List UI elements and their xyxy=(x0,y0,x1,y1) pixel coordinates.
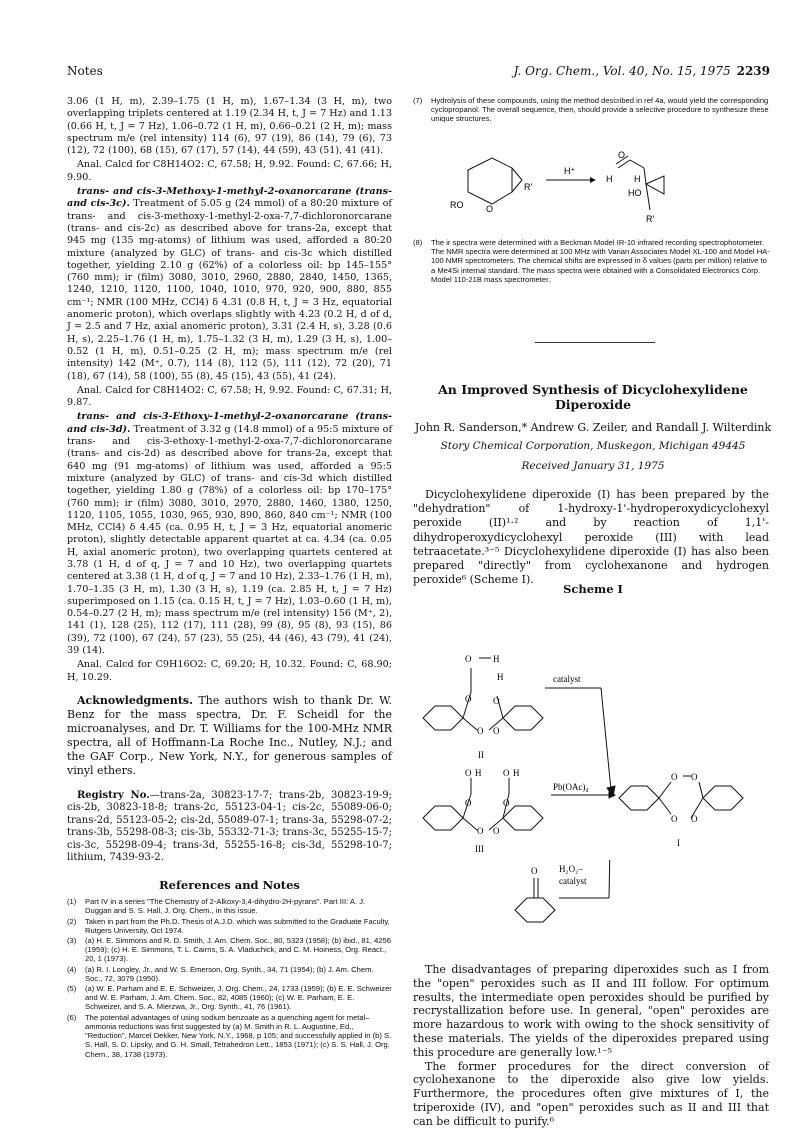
reference-number: (2) xyxy=(67,916,77,926)
acknowledgments xyxy=(67,694,392,778)
reference-number: (1) xyxy=(67,897,77,907)
scheme-o: O xyxy=(503,768,510,778)
label-lead-tetraacetate: Pb(OAc)₄ xyxy=(553,782,589,792)
label-hydrogen-peroxide: H₂O₂– xyxy=(559,864,583,874)
reference-text: Taken in part from the Ph.D. Thesis of A.J.D. which was submitted to the Graduate Faculty, Rutgers University, Oct 1974. xyxy=(85,916,390,935)
footnote-number: (7) xyxy=(413,96,423,105)
compound-3d-heading: trans- and cis-3-Ethoxy-1-methyl-2-oxanorcarane (trans- and cis-3d). xyxy=(67,411,392,435)
paragraph-compound-3c xyxy=(67,186,392,383)
reference-text: Part IV in a series "The Chemistry of 2-Alkoxy-3,4-dihydro-2H-pyrans". Part III: A. J. Duggan and S. S. Hall, J. Org. Chem., in this issue. xyxy=(85,897,366,916)
reference-item xyxy=(67,897,392,915)
article-intro: Dicyclohexylidene diperoxide (I) has been prepared by the "dehydration" of 1-hydroxy-1'-hydroperoxydicyclohexyl peroxide (II)¹·² and by reaction of 1,1'-dihydroperoxydicyclohexyl peroxide (III) with lead tetraacetate.³⁻⁵ Dicyclohexylidene diperoxide (I) has also been prepared "directly" from cyclohexanone and hydrogen peroxide⁶ (Scheme I). xyxy=(413,488,769,587)
scheme-1-cyclohexanone-route xyxy=(413,860,773,960)
reference-item xyxy=(67,917,392,935)
scheme-h: H xyxy=(513,768,520,778)
label-ring-oxygen: O xyxy=(486,204,494,214)
scheme-o: O xyxy=(493,826,500,836)
label-catalyst-2: catalyst xyxy=(559,876,587,886)
compound-3d-body: Treatment of 3.32 g (14.8 mmol) of a 95:5 mixture of trans- and cis-3-ethoxy-1-methyl-2-oxa-7,7-dichloronorcarane (trans- and cis-2d) as described above for trans-2a, except that 640 mg (91 mg-atoms) of lithium was used, afforded a 95:5 mixture (analyzed by GLC) of trans- and cis-3d which distilled together, yielding 1.80 g (78%) of a colorless oil: bp 170–175° (760 mm); ir (film) 3080, 3010, 2970, 2880, 1460, 1380, 1250, 1120, 1105, 1055, 1030, 965, 930, 890, 860, 840 cm⁻¹; NMR (100 MHz, CCl4) δ 4.45 (ca. 0.95 H, t, J = 3 Hz, equatorial anomeric proton), slightly detectable apparent quartet at ca. 4.34 (ca. 0.05 H, axial anomeric proton), two overlapping quartets centered at 3.78 (1 H, d of q, J = 7 and 10 Hz), two overlapping quartets centered at 3.38 (1 H, d of q, J = 7 and 10 Hz), 2.33–1.76 (1 H, m), 1.70–1.35 (3 H, m), 1.30 (3 H, s), 1.19 (ca. 2.85 H, t, J = 7 Hz) superimposed on 1.15 (ca. 0.15 H, t, J = 7 Hz), 1.03–0.60 (1 H, m), 0.54–0.27 (2 H, m); mass spectrum m/e (rel intensity) 156 (M⁺, 2), 141 (1), 128 (25), 112 (17), 111 (28), 99 (8), 95 (8), 93 (15), 86 (39), 72 (100), 67 (24), 57 (23), 55 (25), 44 (46), 43 (79), 41 (24), 39 (14). xyxy=(67,423,392,657)
scheme-h: H xyxy=(493,654,500,664)
page-number: 2239 xyxy=(736,64,770,78)
registry-heading: Registry No. xyxy=(77,789,150,801)
references-title: References and Notes xyxy=(159,877,300,892)
scheme-o: O xyxy=(493,726,500,736)
right-column xyxy=(413,96,773,124)
article-body xyxy=(413,963,769,1129)
journal-citation: J. Org. Chem., Vol. 40, No. 15, 1975 xyxy=(513,64,731,78)
scheme-o: O xyxy=(531,866,538,876)
compound-iii-structure xyxy=(423,778,543,830)
registry-body: —trans-2a, 30823-17-7; trans-2b, 30823-19-9; cis-2b, 30823-18-8; trans-2c, 55123-04-1; cis-2c, 55089-06-0; trans-2d, 55123-05-2; cis-2d, 55089-07-1; trans-3a, 55298-07-2; trans-3b, 55298-08-3; cis-3b, 55332-71-3; trans-3c, 55255-15-7; cis-3c, 55298-09-4; trans-3d, 55255-16-8; cis-3d, 55298-10-7; lithium, 7439-93-2. xyxy=(67,789,392,864)
section-divider xyxy=(535,342,655,343)
acid-arrow xyxy=(546,177,596,183)
paragraph-analysis-3: Anal. Calcd for C9H16O2: C, 69.20; H, 10.32. Found: C, 68.90; H, 10.29. xyxy=(67,659,392,683)
acknowledgments-heading: Acknowledgments. xyxy=(77,693,193,707)
scheme-o: O xyxy=(493,696,500,706)
reference-number: (3) xyxy=(67,936,77,946)
registry-numbers xyxy=(67,790,392,865)
label-h-plus: H⁺ xyxy=(564,166,576,176)
acknowledgments-body: The authors wish to thank Dr. W. Benz for the mass spectra, Dr. F. Scheidl for the microanalyses, and Dr. T. Williams for the 100-MHz NMR spectra, all of Hoffmann-La Roche Inc., Nutley, N.J.; and the GAF Corp., New York, N.Y., for generous samples of vinyl ethers. xyxy=(67,693,392,777)
reference-item xyxy=(67,984,392,1012)
reference-text: (a) R. I. Longley, Jr., and W. S. Emerson, Org. Synth., 34, 71 (1954); (b) J. Am. Chem. Soc., 72, 3079 (1950). xyxy=(85,964,374,983)
reference-number: (4) xyxy=(67,964,77,974)
scheme-o: O xyxy=(691,814,698,824)
scheme-o: O xyxy=(671,814,678,824)
reference-item xyxy=(67,936,392,964)
hydrolysis-structure-figure xyxy=(450,150,710,230)
scheme-o: O xyxy=(465,768,472,778)
compound-ii-structure xyxy=(423,658,543,730)
paragraph-disadvantages: The disadvantages of preparing diperoxides such as I from the "open" peroxides such as II and III follow. For optimum results, the intermediate open peroxides should be purified by recrystallization before use. In general, "open" peroxides are more hazardous to work with owing to the shock sensitivity of these materials. The yields of the diperoxides prepared using this procedure are generally low.¹⁻⁵ xyxy=(413,963,769,1059)
paragraph-analysis-1: Anal. Calcd for C8H14O2: C, 67.58; H, 9.92. Found: C, 67.66; H, 9.90. xyxy=(67,159,392,183)
reference-number: (6) xyxy=(67,1012,77,1022)
label-aldehyde-o: O xyxy=(618,150,626,160)
label-catalyst: catalyst xyxy=(553,674,581,684)
reference-text: The potential advantages of using sodium benzoate as a quenching agent for metal–ammonia reductions was first suggested by (a) M. Smith in R. L. Augustine, Ed., "Reduction", Marcel Dekker, New York, N.Y., 1968, p 105; and successfully applied in (b) S. S. Hall, S. D. Lipsky, and G. H. Small, Tetrahedron Lett., 1853 (1971); (c) S. S. Hall, J. Org. Chem., 38, 1738 (1973). xyxy=(85,1012,392,1059)
scheme-h: H xyxy=(497,672,504,682)
scheme-o: O xyxy=(465,798,472,808)
label-ho: HO xyxy=(628,188,642,198)
reference-text: (a) W. E. Parham and E. E. Schweizer, J. Org. Chem., 24, 1733 (1959); (b) E. E. Schweizer and W. E. Parham, J. Am. Chem. Soc., 82, 4085 (1960); (c) W. E. Parham, E. E. Schweizer, and S. A. Mierzwa, Jr., Org. Synth., 41, 76 (1961). xyxy=(85,984,392,1012)
scheme-o: O xyxy=(477,726,484,736)
references-list xyxy=(67,897,392,1058)
label-r-prime-2: R' xyxy=(646,214,655,224)
paragraph-spectral-data: 3.06 (1 H, m), 2.39–1.75 (1 H, m), 1.67–1.34 (3 H, m), two overlapping triplets centered at 1.19 (2.34 H, t, J = 7 Hz) and 1.13 (0.66 H, t, J = 7 Hz), 1.06–0.72 (1 H, m), 0.66–0.21 (2 H, m); mass spectrum m/e (rel intensity) 114 (6), 97 (19), 86 (14), 79 (6), 73 (12), 72 (100), 68 (15), 67 (17), 57 (14), 44 (59), 43 (51), 41 (41). xyxy=(67,96,392,157)
footnote-text: Hydrolysis of these compounds, using the method described in ref 4a, would yield the corresponding cyclopropanol. The overall sequence, then, should provide a selective procedure to synthesize these unique structures. xyxy=(431,96,769,124)
scheme-o: O xyxy=(477,826,484,836)
cyclohexanone-structure xyxy=(515,878,555,922)
scheme-o: O xyxy=(691,772,698,782)
article-received-date: Received January 31, 1975 xyxy=(521,460,665,472)
reference-item xyxy=(67,1013,392,1059)
scheme-title: Scheme I xyxy=(563,582,623,596)
label-r-prime: R' xyxy=(524,182,533,192)
reference-item xyxy=(67,965,392,983)
scheme-h: H xyxy=(475,768,482,778)
compound-i-structure xyxy=(619,776,743,818)
scheme-o: O xyxy=(503,798,510,808)
footnote-text: The ir spectra were determined with a Beckman Model IR-10 infrared recording spectrophotometer. The NMR spectra were determined at 100 MHz with Varian Associates Model XL-100 and Model HA-100 NMR spectrometers. The chemical shifts are expressed in δ values (parts per million) relative to a Me4Si internal standard. The mass spectra were obtained with a Consolidated Electronics Corp. Model 110-21B mass spectrometer. xyxy=(431,238,770,284)
running-header-journal xyxy=(470,64,770,78)
compound-3c-body: Treatment of 5.05 g (24 mmol) of a 80:20 mixture of trans- and cis-3-methoxy-1-methyl-2-oxa-7,7-dichloronorcarane (trans- and cis-2c) as described above for trans-2a, except that 945 mg (135 mg-atoms) of lithium was used, afforded a 80:20 mixture (analyzed by GLC) of trans- and cis-3c which distilled together, yielding 2.10 g (62%) of a colorless oil: bp 145–155° (760 mm); ir (film) 3080, 3010, 2960, 2880, 2840, 1450, 1365, 1240, 1210, 1120, 1100, 1040, 1010, 970, 920, 900, 880, 855 cm⁻¹; NMR (100 MHz, CCl4) δ 4.31 (0.8 H, t, J = 3 Hz, equatorial anomeric proton), which overlaps slightly with 4.23 (0.2 H, d of d, J = 2.5 and 7 Hz, axial anomeric proton), 3.31 (2.4 H, s), 3.28 (0.6 H, s), 2.25–1.76 (1 H, m), 1.75–1.32 (3 H, m), 1.29 (3 H, s), 1.00–0.52 (1 H, m), 0.51–0.25 (2 H, m); mass spectrum m/e (rel intensity) 142 (M⁺, 0.7), 114 (8), 112 (5), 111 (12), 72 (20), 71 (18), 67 (14), 58 (100), 55 (8), 45 (15), 43 (55), 41 (24). xyxy=(67,198,392,382)
label-compound-iii: III xyxy=(475,844,484,854)
scheme-o: O xyxy=(671,772,678,782)
paragraph-analysis-2: Anal. Calcd for C8H14O2: C, 67.58; H, 9.92. Found: C, 67.31; H, 9.87. xyxy=(67,384,392,409)
footnote-7 xyxy=(413,96,773,124)
compound-3c-heading: trans- and cis-3-Methoxy-1-methyl-2-oxanorcarane (trans- and cis-3c). xyxy=(67,186,392,210)
paragraph-former-procedures: The former procedures for the direct conversion of cyclohexanone to the diperoxide also give low yields. Furthermore, the procedures often give mixtures of I, the triperoxide (IV), and "open" peroxides such as II and III that can be difficult to purify.⁶ xyxy=(413,1059,769,1128)
left-column xyxy=(67,96,392,1060)
reference-number: (5) xyxy=(67,984,77,994)
label-compound-ii: II xyxy=(478,750,484,760)
footnote-8 xyxy=(413,238,773,284)
label-aldehyde-h: H xyxy=(606,174,613,184)
scheme-o: O xyxy=(465,654,472,664)
label-ring-h: H xyxy=(634,174,641,184)
label-ro: RO xyxy=(450,200,464,210)
reference-text: (a) H. E. Simmons and R. D. Smith, J. Am. Chem. Soc., 80, 5323 (1958); (b) ibid., 81, 4256 (1959); (c) H. E. Simmons, T. L. Cairns, S. A. Vladuchick, and C. M. Hoiness, Org. React., 20, 1 (1973). xyxy=(85,936,391,964)
article-title: An Improved Synthesis of Dicyclohexylidene Diperoxide xyxy=(438,382,748,412)
running-header-section: Notes xyxy=(67,64,103,78)
label-compound-i: I xyxy=(677,838,680,848)
scheme-1-figure xyxy=(413,610,773,860)
bicyclic-acetal-structure xyxy=(468,158,522,204)
article-affiliation: Story Chemical Corporation, Muskegon, Michigan 49445 xyxy=(440,440,746,452)
footnote-number: (8) xyxy=(413,238,423,247)
scheme-o: O xyxy=(465,694,472,704)
paragraph-compound-3d xyxy=(67,411,392,657)
article-authors: John R. Sanderson,* Andrew G. Zeiler, and Randall J. Wilterdink xyxy=(414,421,772,434)
